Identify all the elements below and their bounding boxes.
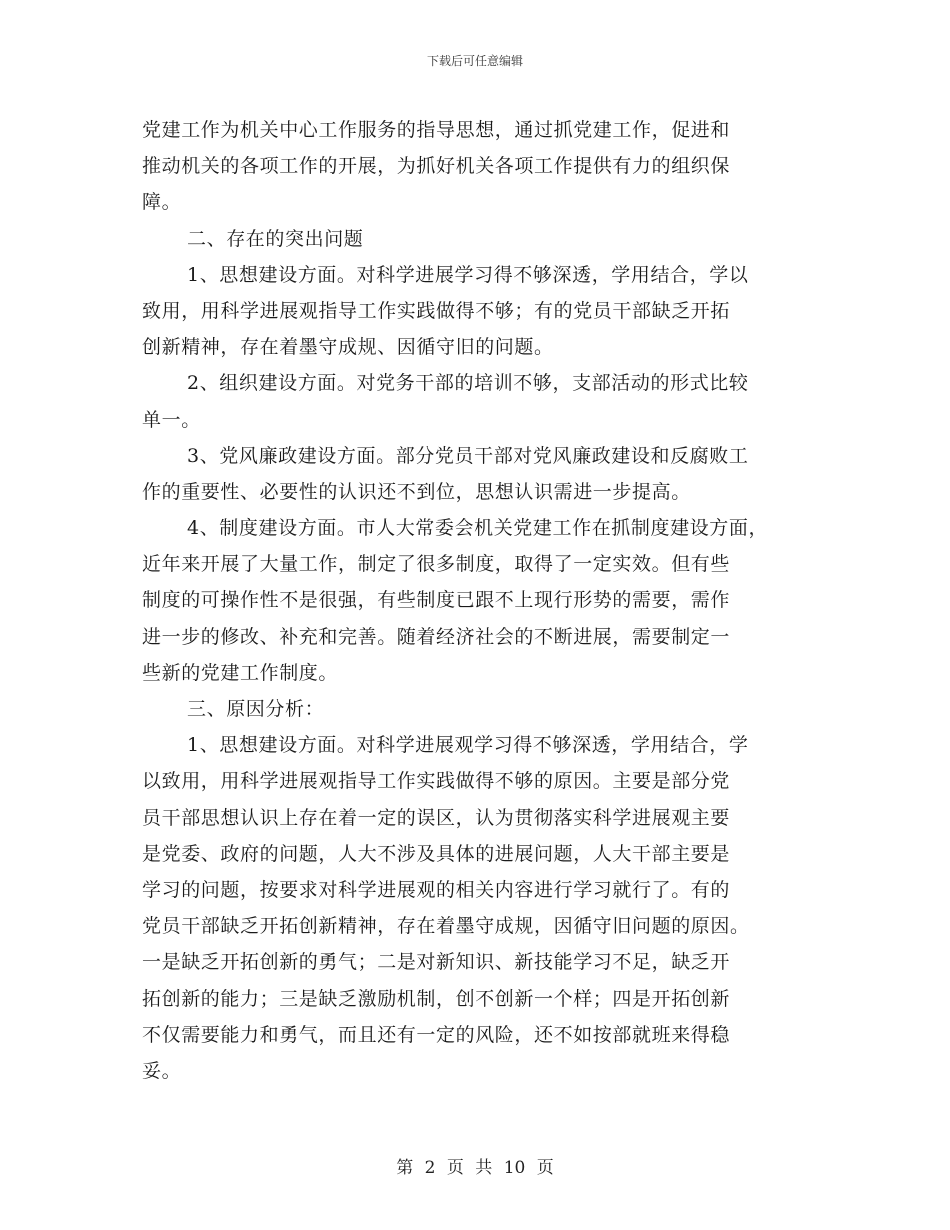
- text-line: 以致用，用科学进展观指导工作实践做得不够的原因。主要是部分党: [142, 770, 731, 793]
- text-line: 进一步的修改、补充和完善。随着经济社会的不断进展，需要制定一: [142, 625, 731, 648]
- text-line: 妥。: [142, 1059, 182, 1082]
- text-line: 拓创新的能力；三是缺乏激励机制，创不创新一个样；四是开拓创新: [142, 987, 731, 1010]
- text-line: 推动机关的各项工作的开展，为抓好机关各项工作提供有力的组织保: [142, 155, 731, 178]
- text-line: 创新精神，存在着墨守成规、因循守旧的问题。: [142, 336, 554, 359]
- text-line: 学习的问题，按要求对科学进展观的相关内容进行学习就行了。有的: [142, 878, 731, 901]
- text-line: 近年来开展了大量工作，制定了很多制度，取得了一定实效。但有些: [142, 553, 731, 576]
- text-line: 二、存在的突出问题: [187, 227, 364, 250]
- text-line: 一是缺乏开拓创新的勇气；二是对新知识、新技能学习不足，缺乏开: [142, 951, 731, 974]
- text-line: 单一。: [142, 408, 201, 431]
- text-line: 4、制度建设方面。市人大常委会机关党建工作在抓制度建设方面，: [187, 517, 769, 540]
- page-number-footer: 第 2 页 共 10 页: [396, 1158, 554, 1178]
- document-body: [142, 112, 822, 1089]
- text-line: 作的重要性、必要性的认识还不到位，思想认识需进一步提高。: [142, 480, 691, 503]
- text-line: 党员干部缺乏开拓创新精神，存在着墨守成规，因循守旧问题的原因。: [142, 915, 750, 938]
- text-line: 是党委、政府的问题，人大不涉及具体的进展问题，人大干部主要是: [142, 842, 731, 865]
- text-line: 三、原因分析：: [187, 698, 325, 720]
- text-line: 些新的党建工作制度。: [142, 661, 339, 684]
- text-line: 3、党风廉政建设方面。部分党员干部对党风廉政建设和反腐败工: [187, 444, 749, 467]
- text-line: 党建工作为机关中心工作服务的指导思想，通过抓党建工作，促进和: [142, 119, 731, 141]
- text-line: 1、思想建设方面。对科学进展学习得不够深透，学用结合，学以: [187, 263, 749, 286]
- text-line: 2、组织建设方面。对党务干部的培训不够，支部活动的形式比较: [187, 372, 749, 395]
- page-header: 下载后可任意编辑: [426, 54, 523, 68]
- text-line: 员干部思想认识上存在着一定的误区，认为贯彻落实科学进展观主要: [142, 806, 731, 829]
- text-line: 致用，用科学进展观指导工作实践做得不够；有的党员干部缺乏开拓: [142, 299, 731, 322]
- text-line: 障。: [142, 191, 182, 214]
- text-line: 1、思想建设方面。对科学进展观学习得不够深透，学用结合，学: [187, 734, 749, 757]
- text-line: 制度的可操作性不是很强，有些制度已跟不上现行形势的需要，需作: [142, 589, 731, 612]
- text-line: 不仅需要能力和勇气，而且还有一定的风险，还不如按部就班来得稳: [142, 1023, 731, 1046]
